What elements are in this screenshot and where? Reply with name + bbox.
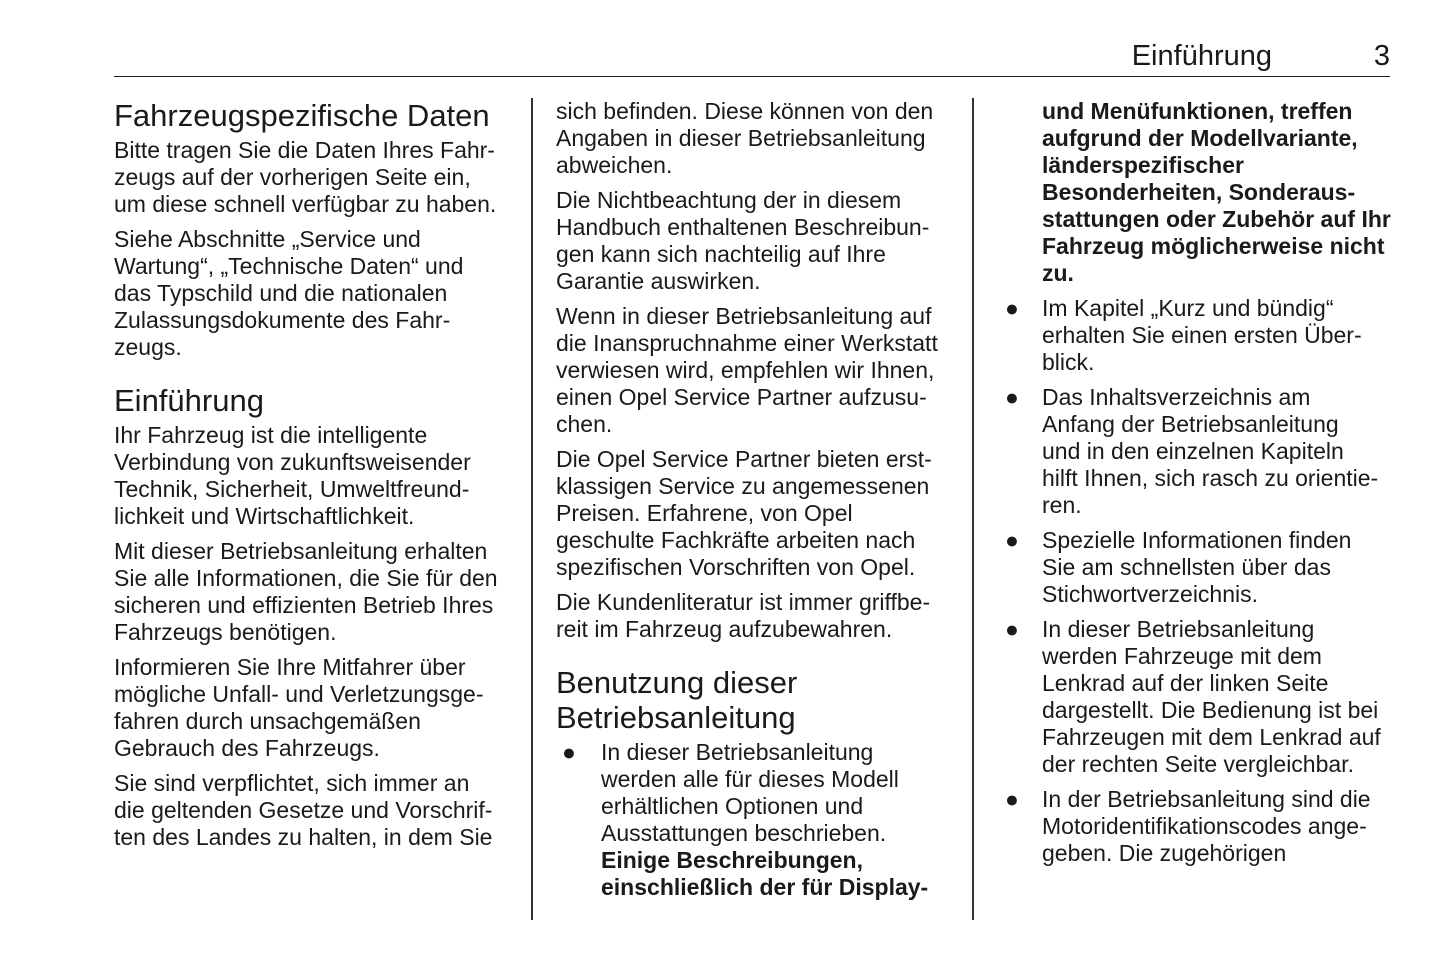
text-line: das Typschild und die nationalen [114, 280, 448, 306]
bullet-icon: ● [562, 739, 576, 765]
bold-text-line: Besonderheiten, Sonderaus- [1042, 179, 1356, 205]
text-line: erhalten Sie einen ersten Über- [1042, 322, 1362, 348]
bold-text-line: Fahrzeug möglicherweise nicht [1042, 233, 1385, 259]
bullet-icon: ● [1005, 616, 1019, 642]
paragraph [556, 98, 966, 179]
text-line: Garantie auswirken. [556, 268, 761, 294]
text-line: Das Inhaltsverzeichnis am [1042, 384, 1311, 410]
text-line: ten des Landes zu halten, in dem Sie [114, 824, 493, 850]
paragraph [556, 589, 966, 643]
text-line: Gebrauch des Fahrzeugs. [114, 735, 380, 761]
text-line: Fahrzeugspezifische Daten [114, 98, 490, 133]
text-line: reit im Fahrzeug aufzubewahren. [556, 616, 893, 642]
text-line: und in den einzelnen Kapiteln [1042, 438, 1344, 464]
paragraph [114, 538, 524, 646]
text-line: Die Nichtbeachtung der in diesem [556, 187, 902, 213]
bold-text-line: und Menüfunktionen, treffen [1042, 98, 1353, 124]
text-line: sich befinden. Diese können von den [556, 98, 934, 124]
bullet-icon: ● [1005, 786, 1019, 812]
text-line: verwiesen wird, empfehlen wir Ihnen, [556, 357, 935, 383]
text-line: zeugs. [114, 334, 182, 360]
text-line: Zulassungsdokumente des Fahr- [114, 307, 451, 333]
text-line: blick. [1042, 349, 1095, 375]
text-line: Einführung [114, 383, 264, 418]
column-1 [114, 98, 524, 859]
section-heading [114, 383, 524, 418]
text-line: klassigen Service zu angemessenen [556, 473, 930, 499]
paragraph [114, 654, 524, 762]
text-line: Technik, Sicherheit, Umweltfreund- [114, 476, 470, 502]
text-line: Angaben in dieser Betriebsanleitung [556, 125, 926, 151]
text-line: In dieser Betriebsanleitung [1042, 616, 1315, 642]
text-line: Fahrzeugen mit dem Lenkrad auf [1042, 724, 1381, 750]
text-line: der rechten Seite vergleichbar. [1042, 751, 1354, 777]
text-line: zeugs auf der vorherigen Seite ein, [114, 164, 471, 190]
text-line: Informieren Sie Ihre Mitfahrer über [114, 654, 466, 680]
text-line: fahren durch unsachgemäßen [114, 708, 421, 734]
text-line: Preisen. Erfahrene, von Opel [556, 500, 853, 526]
text-line: Sie alle Informationen, die Sie für den [114, 565, 498, 591]
column-2 [556, 98, 966, 909]
text-line: Die Opel Service Partner bieten erst- [556, 446, 932, 472]
text-line: geschulte Fachkräfte arbeiten nach [556, 527, 916, 553]
bold-text-line: stattungen oder Zubehör auf Ihr [1042, 206, 1391, 232]
text-line: werden Fahrzeuge mit dem [1042, 643, 1322, 669]
text-line: Ihr Fahrzeug ist die intelligente [114, 422, 428, 448]
page-number: 3 [1373, 40, 1390, 72]
text-line: dargestellt. Die Bedienung ist bei [1042, 697, 1379, 723]
text-line: Sie sind verpflichtet, sich immer an [114, 770, 470, 796]
text-line: um diese schnell verfügbar zu haben. [114, 191, 497, 217]
text-line: Fahrzeugs benötigen. [114, 619, 337, 645]
text-line: Verbindung von zukunftsweisender [114, 449, 471, 475]
text-line: lichkeit und Wirtschaftlichkeit. [114, 503, 415, 529]
text-line: Stichwortverzeichnis. [1042, 581, 1259, 607]
text-line: Mit dieser Betriebsanleitung erhalten [114, 538, 488, 564]
text-line: Wartung“, „Technische Daten“ und [114, 253, 464, 279]
paragraph [114, 226, 524, 361]
paragraph [114, 422, 524, 530]
bullet-continuation [1005, 98, 1405, 287]
header-title: Einführung [1131, 40, 1272, 72]
text-line: abweichen. [556, 152, 673, 178]
text-line: Benutzung dieser [556, 665, 798, 700]
bullet-item [1005, 295, 1405, 376]
text-line: Im Kapitel „Kurz und bündig“ [1042, 295, 1334, 321]
text-line: Die Kundenliteratur ist immer griffbe- [556, 589, 931, 615]
text-line: Wenn in dieser Betriebsanleitung auf [556, 303, 932, 329]
text-line: Anfang der Betriebsanleitung [1042, 411, 1339, 437]
text-line: Sie am schnellsten über das [1042, 554, 1331, 580]
running-header [114, 40, 1390, 77]
column-divider [531, 98, 533, 920]
column-3 [1005, 98, 1405, 875]
text-line: einen Opel Service Partner aufzusu- [556, 384, 927, 410]
bullet-item [1005, 527, 1405, 608]
text-line: chen. [556, 411, 613, 437]
bold-text-line: Einige Beschreibungen, [601, 847, 863, 873]
text-line: geben. Die zugehörigen [1042, 840, 1287, 866]
text-line: werden alle für dieses Modell [601, 766, 899, 792]
text-line: Lenkrad auf der linken Seite [1042, 670, 1329, 696]
text-line: hilft Ihnen, sich rasch zu orientie- [1042, 465, 1379, 491]
text-line: Bitte tragen Sie die Daten Ihres Fahr- [114, 137, 495, 163]
bullet-icon: ● [1005, 295, 1019, 321]
column-divider [972, 98, 974, 920]
paragraph [556, 187, 966, 295]
text-line: gen kann sich nachteilig auf Ihre [556, 241, 886, 267]
paragraph [114, 770, 524, 851]
paragraph [556, 446, 966, 581]
bold-text-line: zu. [1042, 260, 1074, 286]
text-line: Siehe Abschnitte „Service und [114, 226, 421, 252]
bold-text-line: aufgrund der Modellvariante, [1042, 125, 1358, 151]
bullet-item [1005, 384, 1405, 519]
bullet-item [556, 739, 966, 901]
text-line: Spezielle Informationen finden [1042, 527, 1352, 553]
bold-text-line: einschließlich der für Display- [601, 874, 929, 900]
bullet-item [1005, 786, 1405, 867]
section-heading [556, 665, 966, 735]
text-line: Ausstattungen beschrieben. [601, 820, 887, 846]
bullet-item [1005, 616, 1405, 778]
bullet-icon: ● [1005, 384, 1019, 410]
text-line: spezifischen Vorschriften von Opel. [556, 554, 916, 580]
text-line: die geltenden Gesetze und Vorschrif- [114, 797, 493, 823]
text-line: mögliche Unfall- und Verletzungsge- [114, 681, 484, 707]
text-line: Betriebsanleitung [556, 700, 796, 735]
paragraph [114, 137, 524, 218]
text-line: die Inanspruchnahme einer Werkstatt [556, 330, 938, 356]
section-heading [114, 98, 524, 133]
bullet-icon: ● [1005, 527, 1019, 553]
text-line: ren. [1042, 492, 1082, 518]
text-line: In dieser Betriebsanleitung [601, 739, 874, 765]
text-line: Handbuch enthaltenen Beschreibun- [556, 214, 930, 240]
text-line: sicheren und effizienten Betrieb Ihres [114, 592, 494, 618]
bold-text-line: länderspezifischer [1042, 152, 1244, 178]
text-line: Motoridentifikationscodes ange- [1042, 813, 1367, 839]
text-line: In der Betriebsanleitung sind die [1042, 786, 1371, 812]
text-line: erhältlichen Optionen und [601, 793, 864, 819]
paragraph [556, 303, 966, 438]
